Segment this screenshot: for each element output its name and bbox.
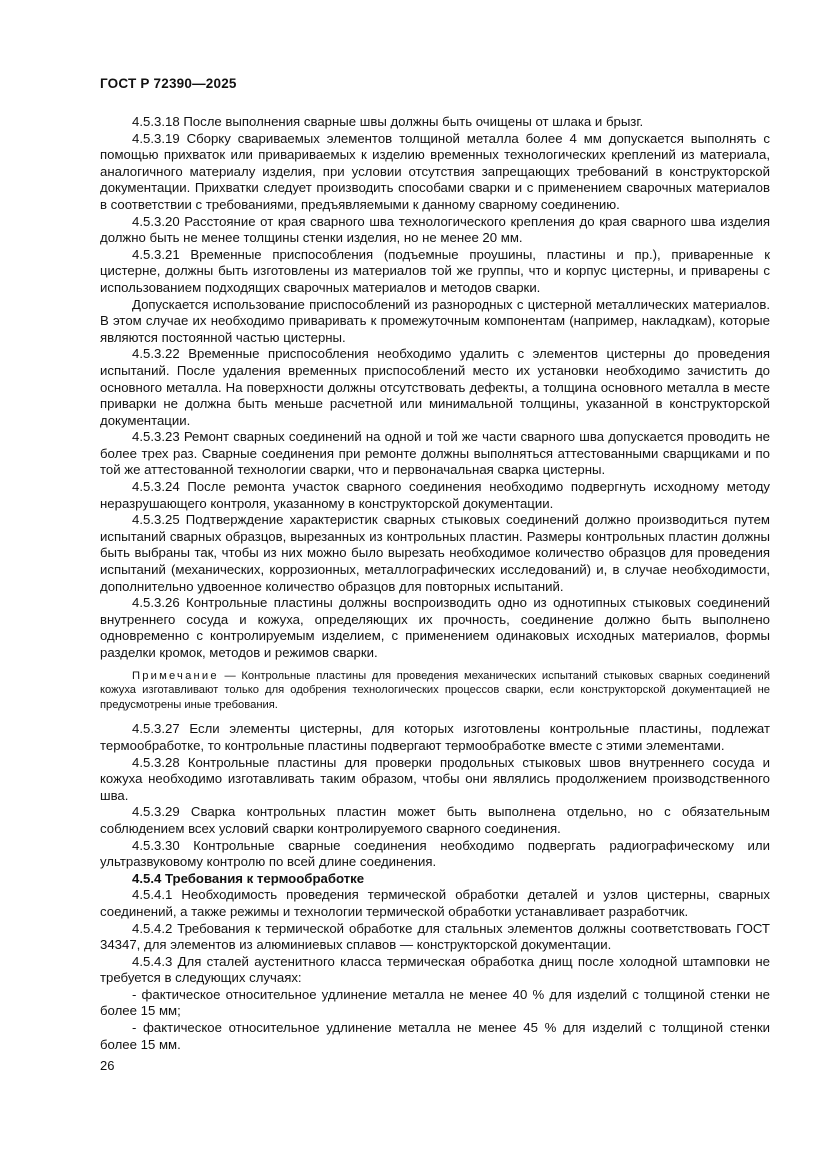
document-body xyxy=(100,114,770,1053)
list-item: - фактическое относительное удлинение металла не менее 40 % для изделий с толщиной стенки не более 15 мм; xyxy=(100,986,770,1019)
note-label: Примечание xyxy=(132,669,219,682)
page-number: 26 xyxy=(100,1058,115,1073)
paragraph-4-5-4-2: 4.5.4.2 Требования к термической обработке для стальных элементов должны соответствовать ГОСТ 34347, для элементов из алюминиевых сплавов — конструкторской документации. xyxy=(100,920,770,953)
paragraph-4-5-3-20: 4.5.3.20 Расстояние от края сварного шва технологического крепления до края сварного шва изделия должно быть не менее толщины стенки изделия, но не менее 20 мм. xyxy=(100,213,770,246)
paragraph-4-5-3-24: 4.5.3.24 После ремонта участок сварного соединения необходимо подвергнуть исходному методу неразрушающего контроля, указанному в конструкторской документации. xyxy=(100,479,770,511)
paragraph-4-5-3-25: 4.5.3.25 Подтверждение характеристик сварных стыковых соединений должно производиться путем испытаний сварных образцов, вырезанных из контрольных пластин. Размеры контрольных пластин должны быть выбраны так, чтобы из них можно было вырезать необходимое количество образцов для проведения испытаний (механических, коррозионных, металлографических исследований) и, в случае необходимости, дополнительно удвоенное количество образцов для повторных испытаний. xyxy=(100,512,770,594)
paragraph-4-5-3-21: 4.5.3.21 Временные приспособления (подъемные проушины, пластины и пр.), приваренные к цистерне, должны быть изготовлены из материалов той же группы, что и корпус цистерны, и приварены с использованием подходящих сварочных материалов и методов сварки. xyxy=(100,246,770,295)
note-text: — Контрольные пластины для проведения механических испытаний стыковых сварных соединений кожуха изготавливают только для одобрения технологических процессов сварки, если конструкторской документацией не предусмотрены иные требования. xyxy=(100,669,770,711)
paragraph-4-5-3-23: 4.5.3.23 Ремонт сварных соединений на одной и той же части сварного шва допускается проводить не более трех раз. Сварные соединения при ремонте должны выполняться аттестованными сварщиками и по той же аттестованной технологии сварки, что и первоначальная сварка цистерны. xyxy=(100,429,770,478)
section-heading-4-5-4: 4.5.4 Требования к термообработке xyxy=(132,870,365,886)
paragraph-4-5-3-21-cont: Допускается использование приспособлений из разнородных с цистерной металлических материалов. В этом случае их необходимо приваривать к промежуточным компонентам (например, накладкам), которые являются постоянной частью цистерны. xyxy=(100,296,770,345)
paragraph-4-5-3-28: 4.5.3.28 Контрольные пластины для проверки продольных стыковых швов внутреннего сосуда и кожуха необходимо изготавливать таким образом, чтобы они являлись продолжением производственного шва. xyxy=(100,754,770,803)
document-header: ГОСТ Р 72390—2025 xyxy=(100,76,237,91)
paragraph-4-5-3-26: 4.5.3.26 Контрольные пластины должны воспроизводить одно из однотипных стыковых соединений внутреннего сосуда и кожуха, определяющих их прочность, соединение должно быть выполнено одновременно с контролируемым изделием, с применением одинаковых исходных материалов, формы разделки кромок, методов и режимов сварки. xyxy=(100,595,770,660)
paragraph-4-5-3-19: 4.5.3.19 Сборку свариваемых элементов толщиной металла более 4 мм допускается выполнять с помощью прихваток или привариваемых к изделию временных технологических креплений из материала, аналогичного материалу изделия, при условии отсутствия запрещающих требований в конструкторской документации. Прихватки следует производить способами сварки и с применением сварочных материалов в соответствии с требованиями, предъявляемыми к данному сварному соединению. xyxy=(100,130,770,212)
paragraph-4-5-4-1: 4.5.4.1 Необходимость проведения термической обработки деталей и узлов цистерны, сварных соединений, а также режимы и технологии термической обработки устанавливает разработчик. xyxy=(100,887,770,919)
paragraph-4-5-3-30: 4.5.3.30 Контрольные сварные соединения необходимо подвергать радиографическому или ультразвуковому контролю по всей длине соединения. xyxy=(100,837,770,870)
paragraph-4-5-3-27: 4.5.3.27 Если элементы цистерны, для которых изготовлены контрольные пластины, подлежат термообработке, то контрольные пластины подвергают термообработке вместе с этими элементами. xyxy=(100,721,770,753)
paragraph-4-5-3-18: 4.5.3.18 После выполнения сварные швы должны быть очищены от шлака и брызг. xyxy=(132,114,644,129)
note xyxy=(100,669,770,713)
list-item: - фактическое относительное удлинение металла не менее 45 % для изделий с толщиной стенки более 15 мм. xyxy=(100,1020,770,1052)
paragraph-4-5-3-22: 4.5.3.22 Временные приспособления необходимо удалить с элементов цистерны до проведения испытаний. После удаления временных приспособлений место их установки необходимо зачистить до основного металла. На поверхности должны отсутствовать дефекты, а толщина основного металла в месте приварки не должна быть меньше расчетной или минимальной толщины, указанной в конструкторской документации. xyxy=(100,346,770,428)
paragraph-4-5-3-29: 4.5.3.29 Сварка контрольных пластин может быть выполнена отдельно, но с обязательным соблюдением всех условий сварки контролируемого сварного соединения. xyxy=(100,804,770,836)
paragraph-4-5-4-3: 4.5.4.3 Для сталей аустенитного класса термическая обработка днищ после холодной штамповки не требуется в следующих случаях: xyxy=(100,953,770,986)
